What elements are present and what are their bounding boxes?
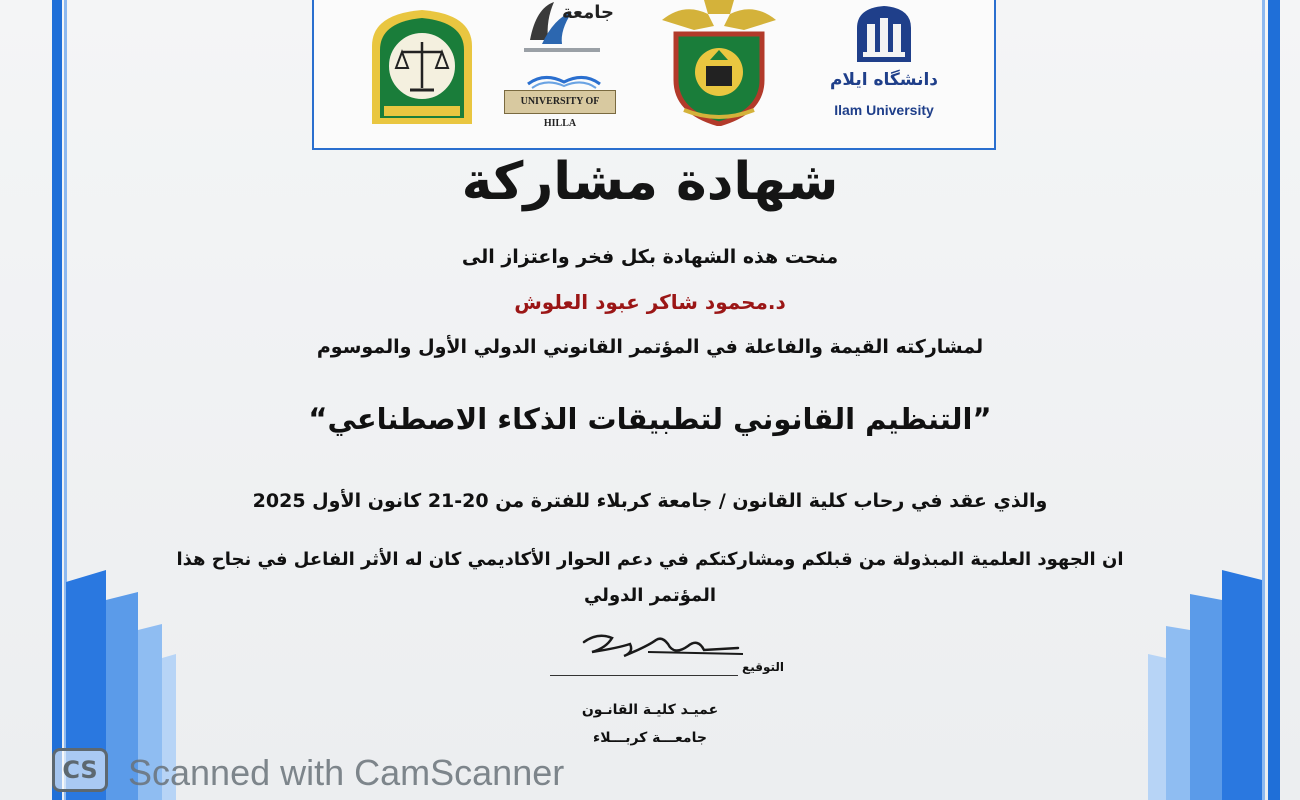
- dean-title: عميـد كليـة القانـون: [581, 702, 719, 718]
- thanks-line-1: ان الجهود العلمية المبذولة من قبلكم ومشاركتكم في دعم الحوار الأكاديمي كان له الأثر الفاعل في نجاح هذا: [176, 549, 1124, 570]
- hilla-arabic-name: جامعة: [562, 2, 614, 23]
- thanks-line-2: المؤتمر الدولي: [583, 585, 717, 606]
- recipient-name: د.محمود شاكر عبود العلوش: [514, 290, 786, 314]
- signature-label: التوقيع: [742, 660, 784, 674]
- ilam-university-logo: [814, 0, 954, 130]
- law-college-logo: [362, 6, 482, 124]
- camscanner-watermark: Scanned with CamScanner: [128, 752, 565, 793]
- granted-line: منحت هذه الشهادة بكل فخر واعتزاز الى: [461, 246, 839, 268]
- signature-line: [550, 675, 738, 676]
- logo-header: [312, 0, 996, 150]
- venue-line: والذي عقد في رحاب كلية القانون / جامعة كربلاء للفترة من 20-21 كانون الأول 2025: [252, 490, 1048, 512]
- participation-line: لمشاركته القيمة والفاعلة في المؤتمر القانوني الدولي الأول والموسوم: [316, 336, 984, 358]
- frame-right-border: [1268, 0, 1280, 800]
- ilam-dome-icon: [849, 4, 919, 64]
- conference-title: ”التنظيم القانوني لتطبيقات الذكاء الاصطناعي“: [308, 402, 992, 436]
- camscanner-badge-icon: CS: [52, 748, 108, 792]
- certificate-title: شهادة مشاركة: [461, 152, 839, 212]
- frame-right-inner-border: [1262, 0, 1265, 800]
- hilla-caption: UNIVERSITY OF HILLA: [520, 96, 600, 129]
- ilam-persian-name: دانشگاه ایلام: [829, 70, 939, 90]
- karbala-emblem-logo: [654, 0, 784, 126]
- university-name: جامعـــة كربـــلاء: [593, 730, 707, 746]
- open-book-icon: [524, 66, 604, 90]
- frame-left-border: [52, 0, 62, 800]
- ilam-caption: Ilam University: [834, 102, 934, 118]
- handwritten-signature: [578, 622, 748, 672]
- university-of-hilla-logo: [502, 0, 622, 130]
- hilla-caption-banner: [504, 90, 616, 129]
